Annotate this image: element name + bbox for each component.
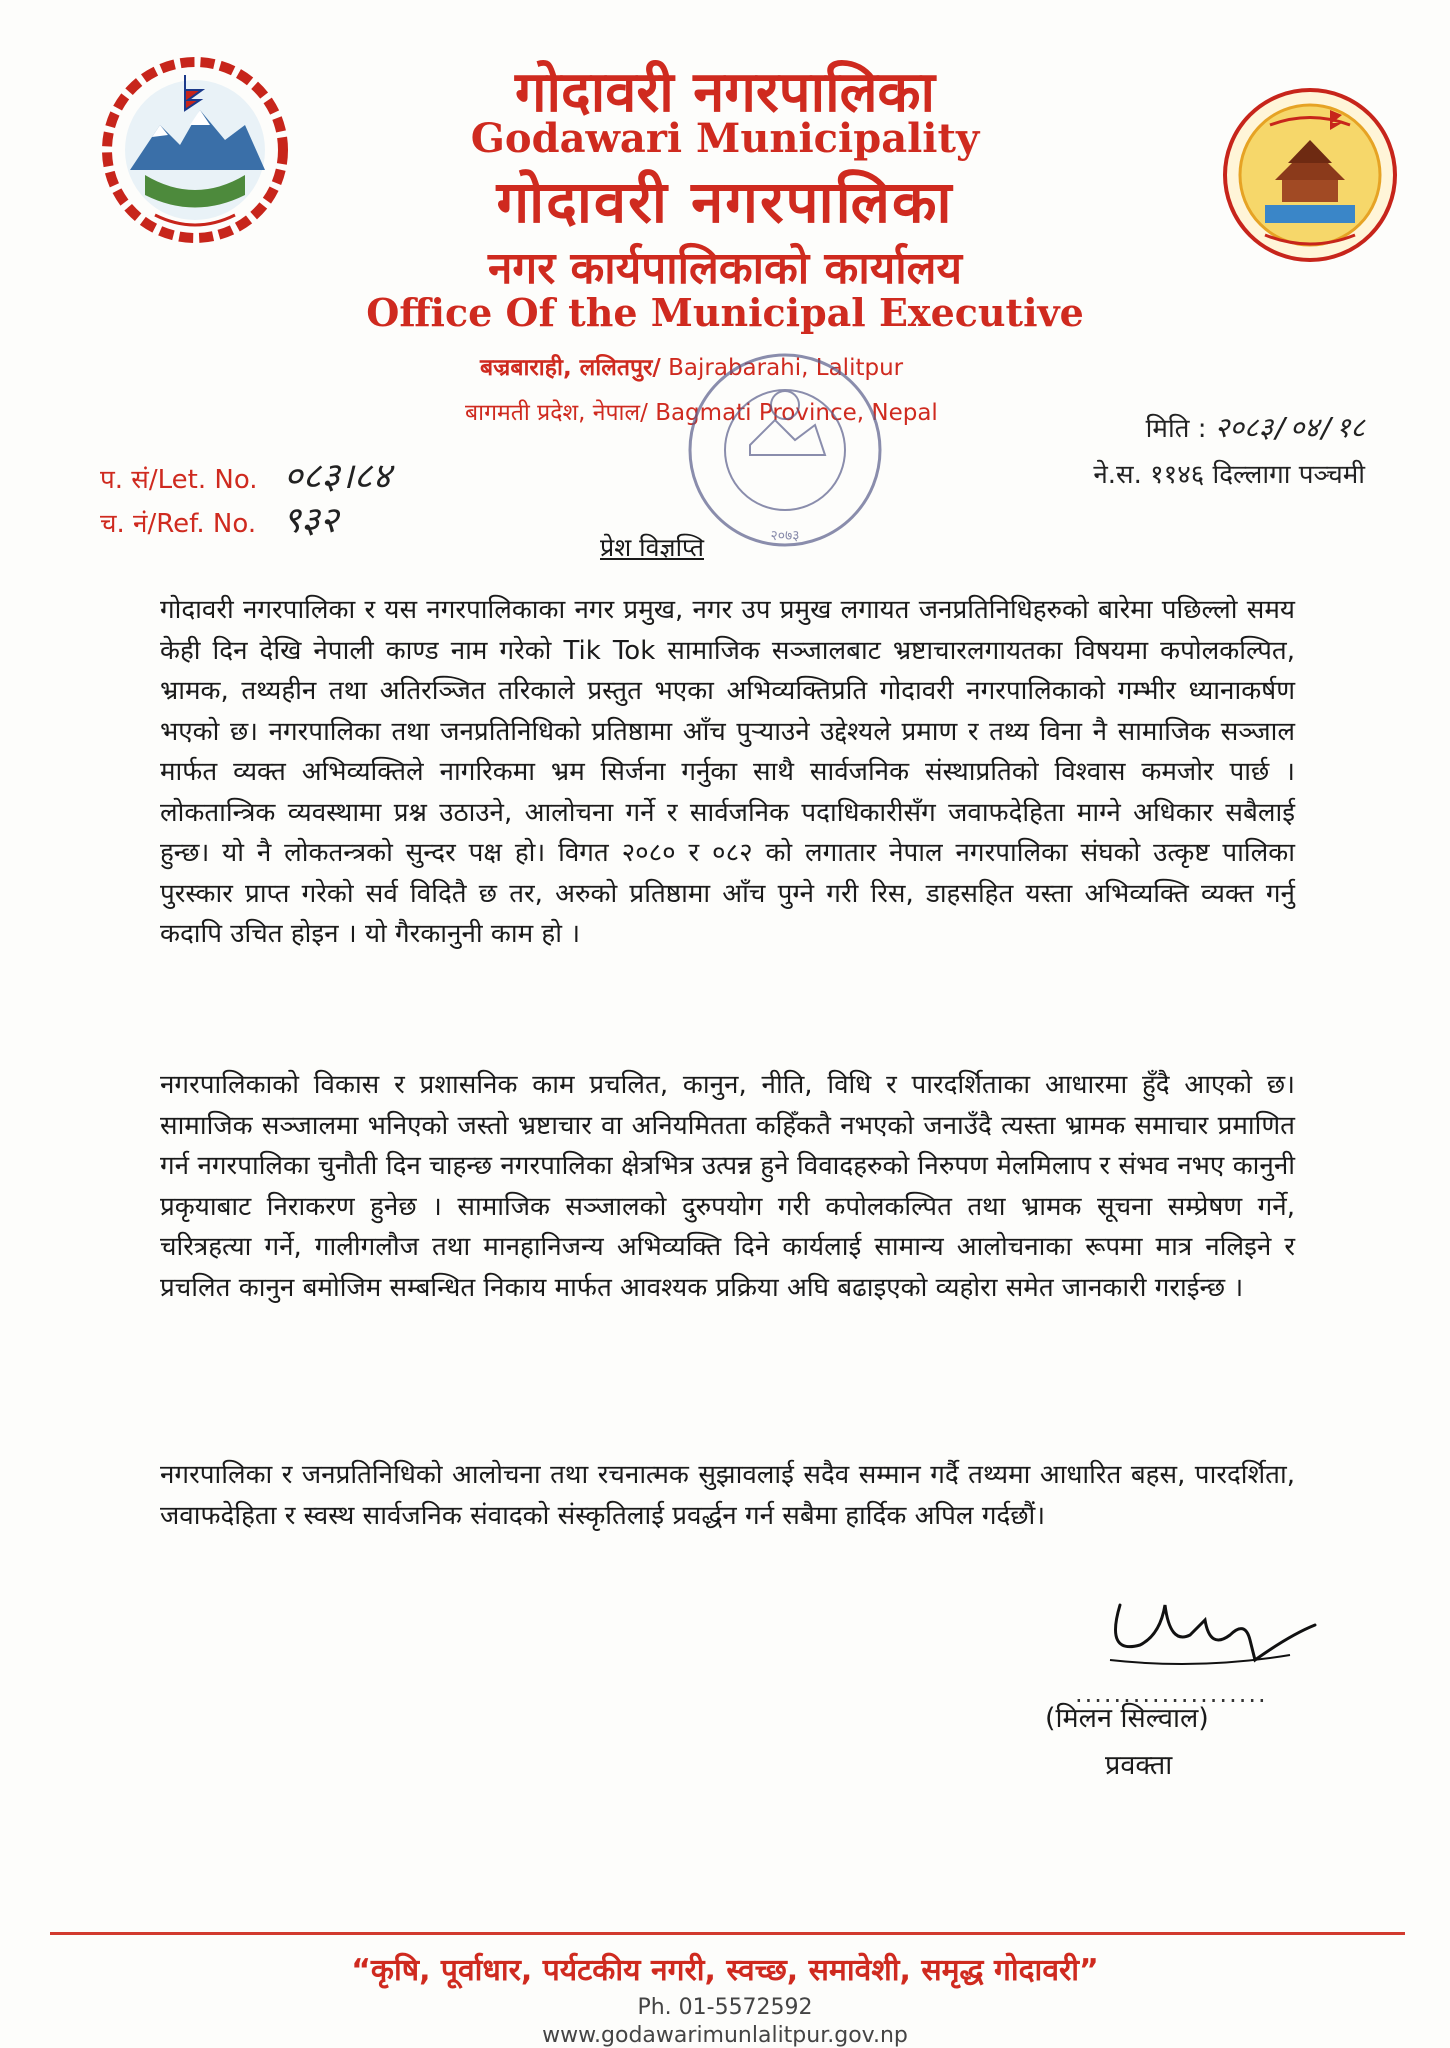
footer-divider: [50, 1932, 1405, 1935]
office-seal-stamp-icon: [680, 345, 890, 555]
address-nepali-2: बागमती प्रदेश, नेपाल/: [465, 400, 648, 426]
footer-phone: Ph. 01-5572592: [637, 1995, 813, 2020]
office-name-nepali: नगर कार्यपालिकाको कार्यालय: [488, 243, 962, 294]
municipality-name-nepali: गोदावरी नगरपालिका: [514, 60, 936, 125]
address-english-2: Bagmati Province, Nepal: [655, 400, 938, 426]
address-english-1: Bajrabarahi, Lalitpur: [668, 355, 904, 381]
date-label: मिति :: [1145, 414, 1207, 444]
letter-number-row: [100, 450, 391, 499]
subject-heading: प्रेश विज्ञप्ति: [600, 533, 704, 562]
godawari-municipality-logo-icon: [1220, 85, 1400, 265]
letter-number-value: ०८३।८४: [283, 456, 392, 497]
reference-number-row: [100, 494, 339, 543]
office-name-english: Office Of the Municipal Executive: [366, 290, 1084, 335]
body-paragraph-1: गोदावरी नगरपालिका र यस नगरपालिकाका नगर प्रमुख, नगर उप प्रमुख लगायत जनप्रतिनिधिहरुको बारेमा पछिल्लो समय केही दिन देखि नेपाली काण्ड नाम गरेको Tik Tok सामाजिक सञ्जालबाट भ्रष्टाचारलगायतका विषयमा कपोलकल्पित, भ्रामक, तथ्यहीन तथा अतिरञ्जित तरिकाले प्रस्तुत भएका अभिव्यक्तिप्रति गोदावरी नगरपालिकाको गम्भीर ध्यानाकर्षण भएको छ। नगरपालिका तथा जनप्रतिनिधिको प्रतिष्ठामा आँच पुऱ्याउने उद्देश्यले प्रमाण र तथ्य विना नै सामाजिक सञ्जाल मार्फत व्यक्त अभिव्यक्तिले नागरिकमा भ्रम सिर्जना गर्नुका साथै सार्वजनिक संस्थाप्रतिको विश्वास कमजोर पार्छ । लोकतान्त्रिक व्यवस्थामा प्रश्न उठाउने, आलोचना गर्ने र सार्वजनिक पदाधिकारीसँग जवाफदेहिता माग्ने अधिकार सबैलाई हुन्छ। यो नै लोकतन्त्रको सुन्दर पक्ष हो। विगत २०८० र ०८२ को लगातार नेपाल नगरपालिका संघको उत्कृष्ट पालिका पुरस्कार प्राप्त गरेको सर्व विदितै छ तर, अरुको प्रतिष्ठामा आँच पुग्ने गरी रिस, डाहसहित यस्ता अभिव्यक्ति व्यक्त गर्नु कदापि उचित होइन । यो गैरकानुनी काम हो ।: [160, 595, 1295, 949]
reference-number-value: ९३२: [282, 500, 339, 541]
date-value: २०८३/०४/१८: [1214, 411, 1365, 444]
footer-website-link[interactable]: www.godawarimunlalitpur.gov.np: [542, 2023, 908, 2048]
signature-dots: ....................: [1075, 1680, 1268, 1708]
stamp-year: २०७३: [770, 528, 800, 544]
handwritten-signature-icon: [1080, 1565, 1320, 1685]
municipality-name-stylized: गोदावरी नगरपालिका: [496, 168, 954, 236]
signatory-name: (मिलन सिल्वाल): [1045, 1703, 1209, 1734]
date-row: [1146, 408, 1365, 446]
address-nepali-1: बज्रबाराही, ललितपुर/: [480, 355, 661, 381]
reference-number-label: च. नं/Ref. No.: [100, 509, 257, 539]
body-paragraph-2: नगरपालिकाको विकास र प्रशासनिक काम प्रचलित, कानुन, नीति, विधि र पारदर्शिताका आधारमा हुँदै आएको छ। सामाजिक सञ्जालमा भनिएको जस्तो भ्रष्टाचार वा अनियमितता कहिँकतै नभएको जनाउँदै त्यस्ता भ्रामक समाचार प्रमाणित गर्न नगरपालिका चुनौती दिन चाहन्छ नगरपालिका क्षेत्रभित्र उत्पन्न हुने विवादहरुको निरुपण मेलमिलाप र संभव नभए कानुनी प्रकृयाबाट निराकरण हुनेछ । सामाजिक सञ्जालको दुरुपयोग गरी कपोलकल्पित तथा भ्रामक सूचना सम्प्रेषण गर्ने, चरित्रहत्या गर्ने, गालीगलौज तथा मानहानिजन्य अभिव्यक्ति दिने कार्यलाई सामान्य आलोचनाका रूपमा मात्र नलिइने र प्रचलित कानुन बमोजिम सम्बन्धित निकाय मार्फत आवश्यक प्रक्रिया अघि बढाइएको व्यहोरा समेत जानकारी गराईन्छ ।: [160, 1070, 1295, 1303]
body-paragraph-3: नगरपालिका र जनप्रतिनिधिको आलोचना तथा रचनात्मक सुझावलाई सदैव सम्मान गर्दै तथ्यमा आधारित बहस, पारदर्शिता, जवाफदेहिता र स्वस्थ सार्वजनिक संवादको संस्कृतिलाई प्रवर्द्धन गर्न सबैमा हार्दिक अपिल गर्दछौं।: [160, 1460, 1295, 1531]
signatory-role: प्रवक्ता: [1105, 1750, 1173, 1781]
footer-motto: “कृषि, पूर्वाधार, पर्यटकीय नगरी, स्वच्छ, समावेशी, समृद्ध गोदावरी”: [351, 1953, 1099, 1988]
letter-number-label: प. सं/Let. No.: [100, 465, 258, 495]
nepal-sambat-date: ने.स. ११४६ दिल्लागा पञ्चमी: [1093, 460, 1365, 490]
municipality-name-english: Godawari Municipality: [470, 115, 980, 162]
nepal-government-emblem-icon: [100, 55, 290, 245]
